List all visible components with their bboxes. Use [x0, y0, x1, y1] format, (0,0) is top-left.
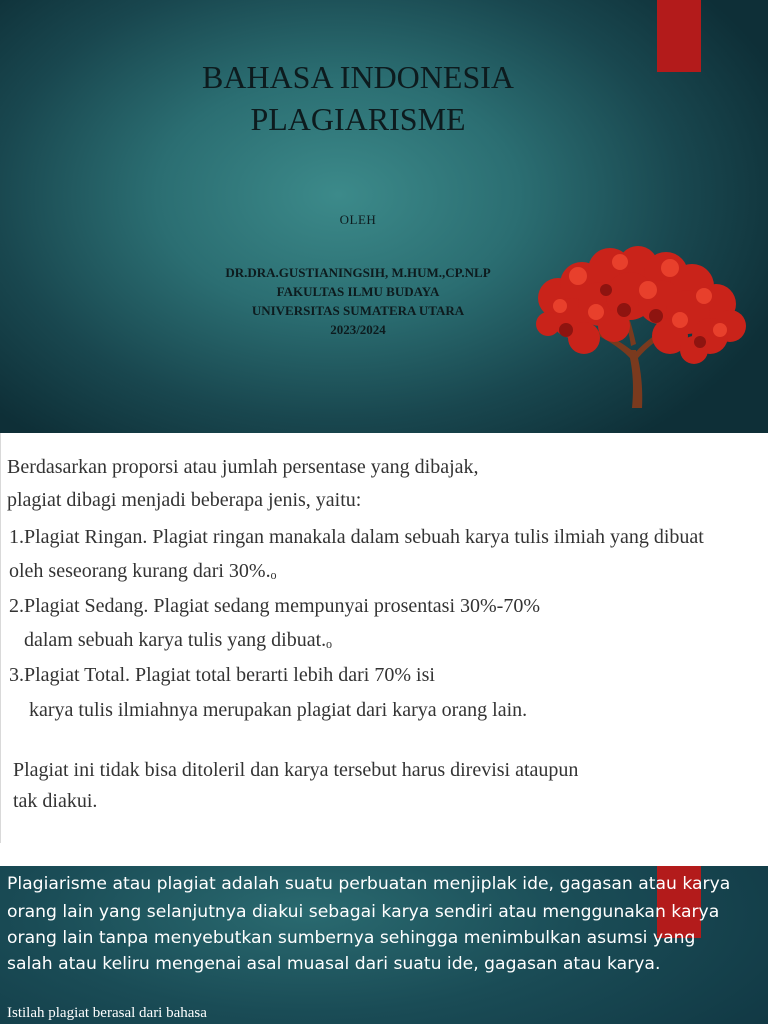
item-ringan-line-1: 1.Plagiat Ringan. Plagiat ringan manakala dalam sebuah karya tulis ilmiah yang dibuat — [9, 526, 704, 548]
title-slide — [0, 0, 768, 433]
faculty-name: FAKULTAS ILMU BUDAYA — [276, 284, 440, 299]
intro-line-1: Berdasarkan proporsi atau jumlah persentase yang dibajak, — [7, 456, 479, 478]
slide-title-line2: PLAGIARISME — [250, 101, 466, 137]
definition-slide — [0, 866, 768, 1024]
oleh-label: OLEH — [339, 212, 377, 227]
item-sedang-line-1: 2.Plagiat Sedang. Plagiat sedang mempunyai prosentasi 30%-70% — [9, 595, 541, 617]
item-total-line-2: karya tulis ilmiahnya merupakan plagiat dari karya orang lain. — [29, 699, 528, 721]
definition-line-3: orang lain tanpa menyebutkan sumbernya sehingga menimbulkan asumsi yang — [7, 928, 696, 948]
item-total-line-1: 3.Plagiat Total. Plagiat total berarti lebih dari 70% isi — [9, 664, 435, 686]
item-sedang-line-2: dalam sebuah karya tulis yang dibuat.ₒ — [24, 629, 332, 651]
content-slide — [0, 433, 768, 843]
red-tree-icon — [520, 246, 750, 416]
definition-line-2: orang lain yang selanjutnya diakui sebagai karya sendiri atau menggunakan karya — [7, 902, 720, 922]
intro-line-2: plagiat dibagi menjadi beberapa jenis, yaitu: — [7, 489, 362, 511]
author-name: DR.DRA.GUSTIANINGSIH, M.HUM.,CP.NLP — [225, 265, 491, 280]
university-name: UNIVERSITAS SUMATERA UTARA — [251, 303, 465, 318]
slide-title-line1: BAHASA INDONESIA — [201, 59, 514, 95]
closing-line-1: Plagiat ini tidak bisa ditoleril dan karya tersebut harus direvisi ataupun — [13, 759, 579, 781]
definition-line-4: salah atau keliru mengenai asal muasal dari suatu ide, gagasan atau karya. — [7, 954, 661, 974]
closing-line-2: tak diakui. — [13, 790, 98, 812]
academic-year: 2023/2024 — [330, 322, 386, 337]
definition-line-1: Plagiarisme atau plagiat adalah suatu perbuatan menjiplak ide, gagasan atau karya — [7, 874, 731, 894]
etymology-heading: Istilah plagiat berasal dari bahasa — [7, 1005, 207, 1021]
item-ringan-line-2: oleh seseorang kurang dari 30%.ₒ — [9, 560, 277, 582]
